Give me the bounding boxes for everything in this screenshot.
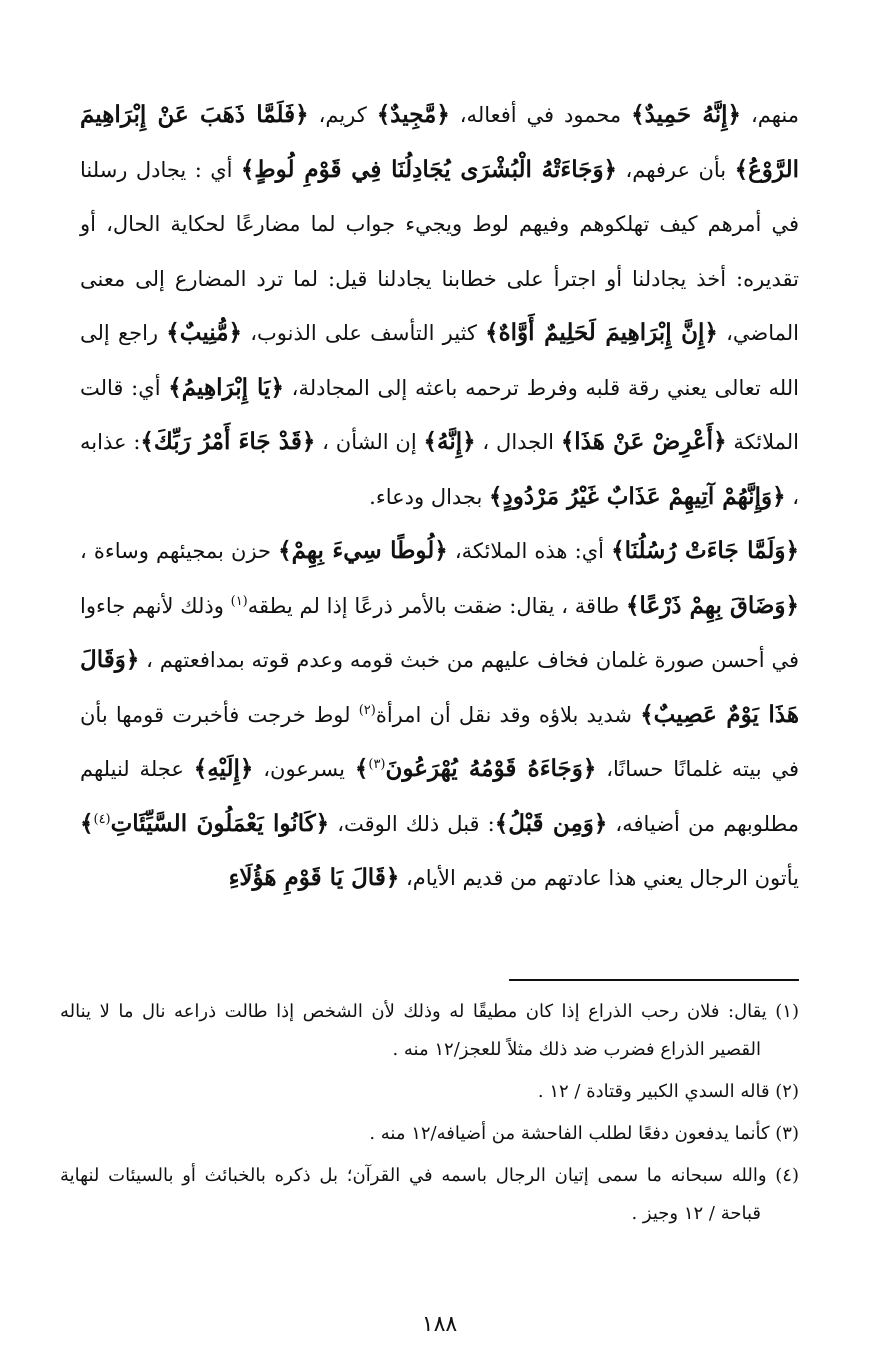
quran-verse: ﴿إِلَيْهِ﴾ <box>193 755 254 782</box>
body-text-run: يأتون الرجال يعني هذا عادتهم من قديم الأيام، <box>399 866 799 890</box>
body-text-run: الجدال ، <box>475 430 561 454</box>
body-text-run: محمود في أفعاله، <box>449 103 632 127</box>
quran-verse: ﴿أَعْرِضْ عَنْ هَذَا﴾ <box>560 428 727 455</box>
quran-verse: ﴾ <box>80 809 94 837</box>
body-text-run: عجلة لنيلهم مطلوبهم من أضيافه، <box>80 757 800 836</box>
quran-verse: ﴿وَجَاءَهُ قَوْمُهُ يُهْرَعُونَ <box>385 755 597 782</box>
quran-verse: ﴿وَإِنَّهُمْ آتِيهِمْ عَذَابٌ غَيْرُ مَرْدُودٍ﴾ <box>489 482 786 510</box>
body-text-run: أي: هذه الملائكة، <box>447 539 612 563</box>
body-text-run: : عذابه ، <box>80 430 799 509</box>
quran-verse: ﴿مَّجِيدٌ﴾ <box>376 101 450 128</box>
body-text-run: كثير التأسف على الذنوب، <box>242 321 486 345</box>
body-text-run: إن الشأن ، <box>315 430 424 454</box>
body-text-run: لوط خرجت فأخبرت قومها بأن في بيته غلمانًا حسانًا، <box>80 702 799 781</box>
footnote-marker: (٤) <box>93 811 111 827</box>
quran-verse: ﴿وَلَمَّا جَاءَتْ رُسُلُنَا﴾ <box>611 537 800 564</box>
body-text-run: شديد بلاؤه وقد نقل أن امرأة <box>375 702 641 727</box>
body-text-run: : قبل ذلك الوقت، <box>329 811 495 836</box>
quran-verse: ﴿إِنَّهُ﴾ <box>423 428 476 455</box>
quran-verse: ﴿كَانُوا يَعْمَلُونَ السَّيِّئَاتِ <box>110 809 330 837</box>
quran-verse: ﴿مُّنِيبٌ﴾ <box>166 319 243 346</box>
footnote-marker: (١) <box>230 593 248 609</box>
main-text <box>80 88 799 906</box>
body-text-run: وذلك لأنهم جاءوا في أحسن صورة غلمان فخاف عليهم من خبث قومه وعدم قوته بمدافعتهم ، <box>80 593 799 672</box>
body-text-run: حزن بمجيئهم وساءة ، <box>80 539 279 563</box>
quran-verse: ﴿يَا إِبْرَاهِيمُ﴾ <box>168 373 284 401</box>
body-text-run: طاقة ، يقال: ضقت بالأمر ذرعًا إذا لم يطقه <box>247 593 626 618</box>
footnotes <box>60 993 799 1237</box>
quran-verse: ﴿إِنَّ إِبْرَاهِيمَ لَحَلِيمٌ أَوَّاهٌ﴾ <box>485 319 718 346</box>
paragraph-1 <box>80 88 799 524</box>
quran-verse: ﴿فَلَمَّا ذَهَبَ عَنْ إِبْرَاهِيمَ الرَّوْعُ﴾ <box>80 101 799 183</box>
quran-verse: ﴿قَالَ يَا قَوْمِ هَؤُلَاءِ <box>228 864 400 891</box>
paragraph-2 <box>80 524 799 906</box>
body-text-run: بأن عرفهم، <box>617 157 735 182</box>
page-number: ١٨٨ <box>421 1312 458 1337</box>
footnote-divider <box>509 979 799 981</box>
quran-verse: ﴿وَمِن قَبْلُ﴾ <box>494 809 608 837</box>
footnote-1: (١) يقال: فلان رحب الذراع إذا كان مطيقًا له وذلك لأن الشخص إذا طالت ذراعه نال ما لا يناله القصير الذراع فضرب ضد ذلك مثلاً للعجز/١٢ منه . <box>60 1001 799 1060</box>
footnote-3: (٣) كأنما يدفعون دفعًا لطلب الفاحشة من أضيافه/١٢ منه . <box>369 1123 799 1144</box>
quran-verse: ﴿قَدْ جَاءَ أَمْرُ رَبِّكَ﴾ <box>140 428 316 455</box>
quran-verse: ﴿إِنَّهُ حَمِيدٌ﴾ <box>631 101 741 128</box>
footnote-4: (٤) والله سبحانه ما سمى إتيان الرجال باسمه في القرآن؛ بل ذكره بالخبائث أو بالسيئات لنهاية قباحة / ١٢ وجيز . <box>60 1165 799 1224</box>
body-text-run: راجع إلى الله تعالى يعني رقة قلبه وفرط ترحمه باعثه إلى المجادلة، <box>80 321 799 400</box>
footnote-marker: (٢) <box>358 702 376 718</box>
body-text-run: منهم، <box>741 103 799 127</box>
body-text-run: بجدال ودعاء. <box>369 484 490 509</box>
quran-verse: ﴿وَجَاءَتْهُ الْبُشْرَى يُجَادِلُنَا فِي قَوْمِ لُوطٍ﴾ <box>240 155 618 183</box>
quran-verse: ﴿وَقَالَ هَذَا يَوْمٌ عَصِيبٌ﴾ <box>80 646 799 728</box>
body-text-run: كريم، <box>308 103 377 127</box>
quran-verse: ﴿لُوطًا سِيءَ بِهِمْ﴾ <box>278 537 448 564</box>
body-text-run: أي : يجادل رسلنا في أمرهم كيف تهلكوهم وفيهم لوط ويجيء جواب لما مضارعًا لحكاية الحال، أو تقديره: أخذ يجادلنا أو اجترأ على خطابنا يجادلنا قيل: لما ترد المضارع إلى معنى الماضي، <box>80 157 800 345</box>
quran-verse: ﴾ <box>354 755 369 782</box>
body-text-run: أي: قالت الملائكة <box>80 375 800 454</box>
body-text-run: يسرعون، <box>253 757 355 781</box>
quran-verse: ﴿وَضَاقَ بِهِمْ ذَرْعًا﴾ <box>625 591 799 619</box>
footnote-2: (٢) قاله السدي الكبير وقتادة / ١٢ . <box>537 1081 799 1102</box>
footnote-marker: (٣) <box>368 757 386 772</box>
